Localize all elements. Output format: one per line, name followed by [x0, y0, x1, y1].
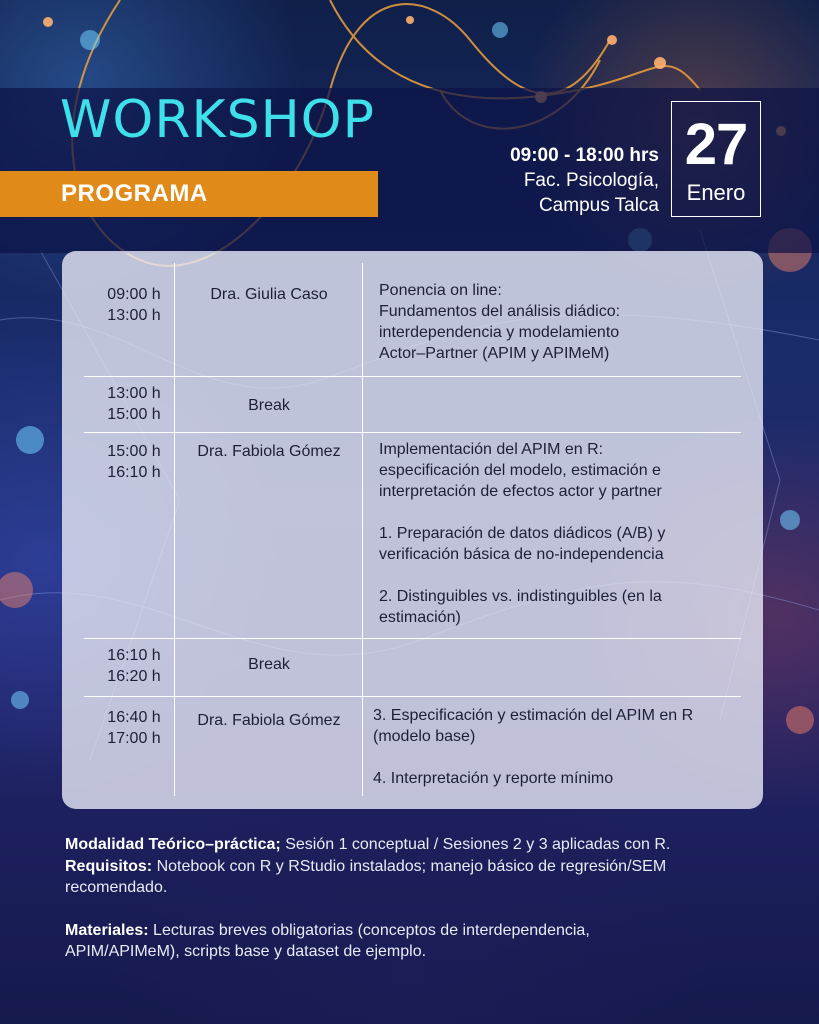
schedule-time — [84, 284, 184, 326]
materiales-note — [65, 920, 765, 942]
time-start: 13:00 h — [107, 385, 161, 402]
schedule-speaker: Dra. Fabiola Gómez — [197, 712, 341, 729]
schedule-content — [373, 705, 743, 789]
content-line: 1. Preparación de datos diádicos (A/B) y — [379, 525, 666, 542]
time-end: 17:00 h — [107, 730, 161, 747]
programa-banner — [0, 171, 378, 217]
event-info — [510, 143, 659, 218]
event-location-line1: Fac. Psicología, — [523, 170, 659, 191]
content-line: Ponencia on line: — [379, 282, 502, 299]
row-divider — [84, 696, 741, 697]
requisitos-text: Notebook con R y RStudio instalados; manejo básico de regresión/SEM — [152, 857, 667, 875]
schedule-speaker: Dra. Giulia Caso — [210, 286, 328, 303]
materiales-text: Lecturas breves obligatorias (conceptos de interdependencia, — [148, 921, 590, 939]
schedule-speaker: Break — [248, 656, 290, 673]
schedule-time — [84, 383, 184, 425]
requisitos-note-cont: recomendado. — [65, 879, 168, 896]
schedule-speaker: Break — [248, 397, 290, 414]
date-box — [671, 101, 761, 217]
event-time: 09:00 - 18:00 hrs — [510, 145, 659, 166]
content-line — [379, 502, 749, 523]
row-divider — [84, 638, 741, 639]
spacer — [65, 899, 765, 920]
content-line: 3. Especificación y estimación del APIM en R — [373, 707, 694, 724]
content-line: 4. Interpretación y reporte mínimo — [373, 770, 614, 787]
content-line — [373, 747, 743, 768]
content-line: Fundamentos del análisis diádico: — [379, 303, 621, 320]
schedule-time — [84, 707, 184, 749]
workshop-title: WORKSHOP — [60, 90, 375, 150]
time-start: 15:00 h — [107, 443, 161, 460]
content-line: estimación) — [379, 609, 461, 626]
schedule-table — [62, 251, 763, 809]
row-divider — [84, 376, 741, 377]
time-end: 16:10 h — [107, 464, 161, 481]
schedule-time — [84, 441, 184, 483]
modalidad-label: Modalidad Teórico–práctica; — [65, 836, 281, 853]
content-line — [379, 565, 749, 586]
content-line: Implementación del APIM en R: — [379, 441, 604, 458]
schedule-time — [84, 645, 184, 687]
date-day: 27 — [684, 112, 748, 177]
materiales-note-cont: APIM/APIMeM), scripts base y dataset de ejemplo. — [65, 943, 427, 960]
schedule-speaker: Dra. Fabiola Gómez — [197, 443, 341, 460]
content-line: 2. Distinguibles vs. indistinguibles (en la — [379, 588, 662, 605]
row-divider — [84, 432, 741, 433]
content-line: Actor–Partner (APIM y APIMeM) — [379, 345, 610, 362]
schedule-content — [379, 439, 749, 628]
schedule-content — [379, 280, 749, 364]
content-line: interdependencia y modelamiento — [379, 324, 620, 341]
materiales-label: Materiales: — [65, 921, 149, 939]
time-end: 13:00 h — [107, 307, 161, 324]
content-line: verificación básica de no-independencia — [379, 546, 664, 563]
footer-notes — [65, 834, 765, 963]
content-line: especificación del modelo, estimación e — [379, 462, 661, 479]
content-line: (modelo base) — [373, 728, 476, 745]
requisitos-note — [65, 856, 765, 878]
content-line: interpretación de efectos actor y partner — [379, 483, 662, 500]
time-end: 15:00 h — [107, 406, 161, 423]
time-start: 16:40 h — [107, 709, 161, 726]
modalidad-note — [65, 834, 765, 856]
date-month: Enero — [686, 180, 746, 205]
time-end: 16:20 h — [107, 668, 161, 685]
time-start: 09:00 h — [107, 286, 161, 303]
programa-label: PROGRAMA — [61, 180, 208, 207]
modalidad-text: Sesión 1 conceptual / Sesiones 2 y 3 aplicadas con R. — [280, 836, 671, 853]
event-location-line2: Campus Talca — [538, 195, 659, 216]
time-start: 16:10 h — [107, 647, 161, 664]
requisitos-label: Requisitos: — [65, 857, 153, 875]
